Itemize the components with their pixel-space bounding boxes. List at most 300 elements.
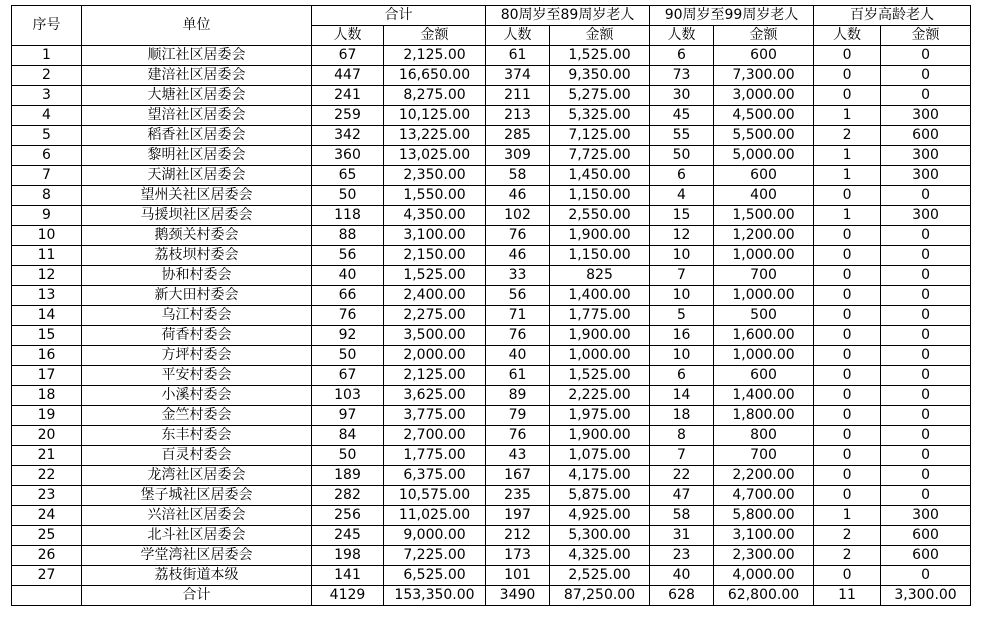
cell-100-amount: 300 — [881, 206, 971, 226]
cell-80-count: 3490 — [486, 586, 550, 606]
cell-100-count: 0 — [814, 346, 881, 366]
cell-90-count: 628 — [650, 586, 714, 606]
cell-seq: 24 — [12, 506, 82, 526]
cell-total-count: 50 — [312, 186, 384, 206]
cell-90-amount: 700 — [714, 266, 814, 286]
header-count: 人数 — [650, 26, 714, 46]
cell-total-count: 67 — [312, 366, 384, 386]
cell-100-count: 0 — [814, 326, 881, 346]
table-row — [12, 406, 971, 426]
cell-80-amount: 5,275.00 — [550, 86, 650, 106]
cell-total-count: 118 — [312, 206, 384, 226]
cell-unit: 堡子城社区居委会 — [82, 486, 312, 506]
cell-80-count: 167 — [486, 466, 550, 486]
header-group-100: 百岁高龄老人 — [814, 6, 971, 26]
table-row — [12, 306, 971, 326]
table-row — [12, 206, 971, 226]
cell-90-count: 30 — [650, 86, 714, 106]
table-row — [12, 146, 971, 166]
cell-unit: 建涪社区居委会 — [82, 66, 312, 86]
table-row — [12, 446, 971, 466]
cell-total-count: 241 — [312, 86, 384, 106]
cell-total-amount: 9,000.00 — [384, 526, 486, 546]
cell-100-amount: 600 — [881, 526, 971, 546]
cell-100-amount: 600 — [881, 546, 971, 566]
cell-total-amount: 2,150.00 — [384, 246, 486, 266]
cell-unit: 荔枝街道本级 — [82, 566, 312, 586]
cell-100-amount: 0 — [881, 186, 971, 206]
header-amount: 金额 — [550, 26, 650, 46]
cell-90-count: 7 — [650, 266, 714, 286]
cell-80-count: 46 — [486, 246, 550, 266]
cell-90-amount: 2,200.00 — [714, 466, 814, 486]
cell-80-amount: 5,300.00 — [550, 526, 650, 546]
cell-90-count: 7 — [650, 446, 714, 466]
cell-90-count: 23 — [650, 546, 714, 566]
header-group-total: 合计 — [312, 6, 486, 26]
cell-80-amount: 1,000.00 — [550, 346, 650, 366]
cell-total-count: 88 — [312, 226, 384, 246]
cell-total-count: 256 — [312, 506, 384, 526]
cell-total-count: 103 — [312, 386, 384, 406]
table-row — [12, 366, 971, 386]
cell-90-amount: 1,500.00 — [714, 206, 814, 226]
cell-80-amount: 5,875.00 — [550, 486, 650, 506]
cell-total-count: 50 — [312, 346, 384, 366]
cell-total-count: 65 — [312, 166, 384, 186]
cell-90-amount: 1,400.00 — [714, 386, 814, 406]
cell-90-amount: 1,600.00 — [714, 326, 814, 346]
cell-90-count: 4 — [650, 186, 714, 206]
cell-80-amount: 1,525.00 — [550, 46, 650, 66]
cell-80-amount: 2,550.00 — [550, 206, 650, 226]
cell-100-count: 2 — [814, 126, 881, 146]
header-group-90-99: 90周岁至99周岁老人 — [650, 6, 814, 26]
header-row-groups — [12, 6, 971, 26]
cell-80-amount: 825 — [550, 266, 650, 286]
cell-total-amount: 1,550.00 — [384, 186, 486, 206]
cell-80-count: 101 — [486, 566, 550, 586]
cell-unit: 兴涪社区居委会 — [82, 506, 312, 526]
cell-90-count: 55 — [650, 126, 714, 146]
cell-80-count: 212 — [486, 526, 550, 546]
cell-90-count: 45 — [650, 106, 714, 126]
header-seq: 序号 — [12, 6, 82, 46]
cell-total-amount: 3,500.00 — [384, 326, 486, 346]
table-row — [12, 46, 971, 66]
cell-seq: 11 — [12, 246, 82, 266]
cell-seq: 10 — [12, 226, 82, 246]
cell-80-amount: 2,525.00 — [550, 566, 650, 586]
cell-total-amount: 2,125.00 — [384, 366, 486, 386]
cell-unit: 新大田村委会 — [82, 286, 312, 306]
cell-100-amount: 0 — [881, 286, 971, 306]
cell-100-amount: 300 — [881, 106, 971, 126]
cell-90-count: 58 — [650, 506, 714, 526]
cell-90-count: 6 — [650, 366, 714, 386]
cell-90-amount: 5,500.00 — [714, 126, 814, 146]
cell-90-count: 50 — [650, 146, 714, 166]
cell-80-count: 309 — [486, 146, 550, 166]
table-row — [12, 186, 971, 206]
cell-100-count: 0 — [814, 86, 881, 106]
cell-90-count: 6 — [650, 46, 714, 66]
cell-unit: 稻香社区居委会 — [82, 126, 312, 146]
cell-90-amount: 400 — [714, 186, 814, 206]
header-unit: 单位 — [82, 6, 312, 46]
cell-total-count: 259 — [312, 106, 384, 126]
table-row — [12, 346, 971, 366]
cell-seq: 15 — [12, 326, 82, 346]
cell-100-count: 0 — [814, 366, 881, 386]
cell-seq: 13 — [12, 286, 82, 306]
cell-80-amount: 7,725.00 — [550, 146, 650, 166]
cell-100-amount: 0 — [881, 406, 971, 426]
cell-total-amount: 3,775.00 — [384, 406, 486, 426]
table-container — [11, 5, 971, 606]
cell-100-count: 0 — [814, 466, 881, 486]
table-header — [12, 6, 971, 46]
cell-100-count: 1 — [814, 206, 881, 226]
cell-80-count: 76 — [486, 326, 550, 346]
elderly-subsidy-table — [11, 5, 971, 606]
cell-100-count: 0 — [814, 266, 881, 286]
cell-80-amount: 1,900.00 — [550, 226, 650, 246]
cell-100-amount: 0 — [881, 326, 971, 346]
cell-90-count: 73 — [650, 66, 714, 86]
cell-90-count: 10 — [650, 246, 714, 266]
table-body — [12, 46, 971, 606]
cell-unit: 荷香村委会 — [82, 326, 312, 346]
cell-100-amount: 0 — [881, 246, 971, 266]
cell-80-count: 235 — [486, 486, 550, 506]
cell-80-count: 211 — [486, 86, 550, 106]
cell-80-count: 56 — [486, 286, 550, 306]
cell-seq: 21 — [12, 446, 82, 466]
cell-unit: 小溪村委会 — [82, 386, 312, 406]
table-row — [12, 386, 971, 406]
cell-100-count: 1 — [814, 166, 881, 186]
cell-seq: 2 — [12, 66, 82, 86]
cell-90-amount: 5,800.00 — [714, 506, 814, 526]
cell-90-count: 18 — [650, 406, 714, 426]
cell-total-count: 189 — [312, 466, 384, 486]
cell-seq: 12 — [12, 266, 82, 286]
cell-80-amount: 1,150.00 — [550, 246, 650, 266]
cell-100-amount: 300 — [881, 506, 971, 526]
cell-100-count: 0 — [814, 286, 881, 306]
cell-80-count: 89 — [486, 386, 550, 406]
table-row — [12, 166, 971, 186]
cell-100-amount: 0 — [881, 346, 971, 366]
cell-100-amount: 300 — [881, 146, 971, 166]
cell-total-amount: 3,100.00 — [384, 226, 486, 246]
header-count: 人数 — [486, 26, 550, 46]
cell-80-amount: 1,900.00 — [550, 326, 650, 346]
cell-100-count: 1 — [814, 146, 881, 166]
cell-80-count: 58 — [486, 166, 550, 186]
cell-unit: 望州关社区居委会 — [82, 186, 312, 206]
table-row — [12, 326, 971, 346]
cell-total-count: 66 — [312, 286, 384, 306]
cell-100-amount: 0 — [881, 226, 971, 246]
cell-unit: 黎明社区居委会 — [82, 146, 312, 166]
cell-seq: 17 — [12, 366, 82, 386]
cell-total-amount: 2,000.00 — [384, 346, 486, 366]
cell-unit: 北斗社区居委会 — [82, 526, 312, 546]
cell-100-amount: 3,300.00 — [881, 586, 971, 606]
cell-80-amount: 1,775.00 — [550, 306, 650, 326]
header-count: 人数 — [814, 26, 881, 46]
cell-80-count: 43 — [486, 446, 550, 466]
cell-80-amount: 4,325.00 — [550, 546, 650, 566]
table-row — [12, 126, 971, 146]
cell-100-amount: 300 — [881, 166, 971, 186]
cell-80-count: 76 — [486, 226, 550, 246]
cell-90-amount: 800 — [714, 426, 814, 446]
cell-total-count: 4129 — [312, 586, 384, 606]
cell-total-amount: 4,350.00 — [384, 206, 486, 226]
cell-90-count: 8 — [650, 426, 714, 446]
cell-seq: 16 — [12, 346, 82, 366]
cell-100-amount: 0 — [881, 86, 971, 106]
cell-seq: 27 — [12, 566, 82, 586]
cell-80-amount: 1,900.00 — [550, 426, 650, 446]
cell-100-count: 2 — [814, 526, 881, 546]
cell-100-count: 0 — [814, 486, 881, 506]
cell-seq: 7 — [12, 166, 82, 186]
cell-90-count: 10 — [650, 286, 714, 306]
cell-80-amount: 87,250.00 — [550, 586, 650, 606]
cell-unit: 方坪村委会 — [82, 346, 312, 366]
cell-80-count: 71 — [486, 306, 550, 326]
cell-80-amount: 9,350.00 — [550, 66, 650, 86]
cell-total-amount: 10,575.00 — [384, 486, 486, 506]
cell-90-amount: 2,300.00 — [714, 546, 814, 566]
cell-seq: 1 — [12, 46, 82, 66]
cell-total-amount: 2,350.00 — [384, 166, 486, 186]
cell-80-count: 197 — [486, 506, 550, 526]
cell-90-amount: 1,000.00 — [714, 346, 814, 366]
cell-80-count: 79 — [486, 406, 550, 426]
cell-seq: 9 — [12, 206, 82, 226]
cell-total-count: 360 — [312, 146, 384, 166]
cell-unit: 鹅颈关村委会 — [82, 226, 312, 246]
cell-total-amount: 13,225.00 — [384, 126, 486, 146]
cell-unit: 马援坝社区居委会 — [82, 206, 312, 226]
cell-total-amount: 1,775.00 — [384, 446, 486, 466]
cell-80-count: 76 — [486, 426, 550, 446]
cell-total-count: 141 — [312, 566, 384, 586]
cell-100-amount: 0 — [881, 446, 971, 466]
cell-unit: 荔枝坝村委会 — [82, 246, 312, 266]
table-row — [12, 546, 971, 566]
cell-seq: 6 — [12, 146, 82, 166]
cell-total-amount: 2,125.00 — [384, 46, 486, 66]
header-amount: 金额 — [384, 26, 486, 46]
table-row-total — [12, 586, 971, 606]
cell-100-count: 2 — [814, 546, 881, 566]
cell-seq: 5 — [12, 126, 82, 146]
cell-seq: 8 — [12, 186, 82, 206]
cell-80-amount: 1,400.00 — [550, 286, 650, 306]
table-row — [12, 266, 971, 286]
header-count: 人数 — [312, 26, 384, 46]
table-row — [12, 486, 971, 506]
table-row — [12, 106, 971, 126]
cell-100-count: 0 — [814, 386, 881, 406]
cell-90-amount: 4,700.00 — [714, 486, 814, 506]
cell-90-count: 6 — [650, 166, 714, 186]
cell-90-amount: 3,000.00 — [714, 86, 814, 106]
cell-unit: 东丰村委会 — [82, 426, 312, 446]
cell-unit: 平安村委会 — [82, 366, 312, 386]
cell-total-amount: 7,225.00 — [384, 546, 486, 566]
cell-total-amount: 6,525.00 — [384, 566, 486, 586]
cell-90-count: 31 — [650, 526, 714, 546]
cell-total-amount: 153,350.00 — [384, 586, 486, 606]
cell-100-count: 0 — [814, 566, 881, 586]
cell-total-count: 84 — [312, 426, 384, 446]
cell-100-count: 0 — [814, 446, 881, 466]
cell-100-count: 0 — [814, 406, 881, 426]
cell-100-count: 0 — [814, 426, 881, 446]
cell-90-amount: 1,000.00 — [714, 246, 814, 266]
table-row — [12, 426, 971, 446]
table-row — [12, 506, 971, 526]
cell-90-amount: 700 — [714, 446, 814, 466]
cell-90-amount: 1,200.00 — [714, 226, 814, 246]
cell-100-amount: 0 — [881, 386, 971, 406]
cell-80-count: 285 — [486, 126, 550, 146]
cell-90-amount: 5,000.00 — [714, 146, 814, 166]
cell-100-amount: 600 — [881, 126, 971, 146]
cell-90-amount: 3,100.00 — [714, 526, 814, 546]
cell-total-count: 50 — [312, 446, 384, 466]
cell-seq: 3 — [12, 86, 82, 106]
cell-total-count: 40 — [312, 266, 384, 286]
cell-100-count: 1 — [814, 106, 881, 126]
cell-seq: 23 — [12, 486, 82, 506]
cell-90-amount: 4,000.00 — [714, 566, 814, 586]
cell-100-count: 11 — [814, 586, 881, 606]
cell-unit: 合计 — [82, 586, 312, 606]
cell-80-amount: 1,975.00 — [550, 406, 650, 426]
cell-seq: 20 — [12, 426, 82, 446]
cell-90-count: 5 — [650, 306, 714, 326]
cell-seq: 25 — [12, 526, 82, 546]
cell-unit: 龙湾社区居委会 — [82, 466, 312, 486]
cell-90-amount: 600 — [714, 366, 814, 386]
cell-total-amount: 1,525.00 — [384, 266, 486, 286]
cell-total-count: 282 — [312, 486, 384, 506]
cell-80-count: 102 — [486, 206, 550, 226]
cell-total-count: 92 — [312, 326, 384, 346]
cell-80-count: 46 — [486, 186, 550, 206]
cell-total-count: 342 — [312, 126, 384, 146]
cell-80-amount: 2,225.00 — [550, 386, 650, 406]
cell-unit: 望涪社区居委会 — [82, 106, 312, 126]
cell-100-count: 1 — [814, 506, 881, 526]
cell-total-amount: 10,125.00 — [384, 106, 486, 126]
cell-90-count: 15 — [650, 206, 714, 226]
cell-unit: 乌江村委会 — [82, 306, 312, 326]
cell-total-amount: 11,025.00 — [384, 506, 486, 526]
cell-seq: 26 — [12, 546, 82, 566]
cell-80-amount: 1,075.00 — [550, 446, 650, 466]
cell-unit: 协和村委会 — [82, 266, 312, 286]
cell-total-amount: 6,375.00 — [384, 466, 486, 486]
cell-80-amount: 7,125.00 — [550, 126, 650, 146]
cell-total-amount: 2,275.00 — [384, 306, 486, 326]
cell-total-count: 97 — [312, 406, 384, 426]
cell-90-count: 16 — [650, 326, 714, 346]
cell-total-count: 245 — [312, 526, 384, 546]
cell-unit: 百灵村委会 — [82, 446, 312, 466]
cell-total-count: 447 — [312, 66, 384, 86]
table-row — [12, 66, 971, 86]
cell-80-count: 173 — [486, 546, 550, 566]
cell-100-amount: 0 — [881, 466, 971, 486]
cell-total-amount: 3,625.00 — [384, 386, 486, 406]
cell-unit: 顺江社区居委会 — [82, 46, 312, 66]
cell-seq: 19 — [12, 406, 82, 426]
cell-90-amount: 600 — [714, 166, 814, 186]
table-row — [12, 86, 971, 106]
cell-total-amount: 13,025.00 — [384, 146, 486, 166]
cell-90-count: 14 — [650, 386, 714, 406]
cell-seq: 4 — [12, 106, 82, 126]
table-row — [12, 226, 971, 246]
cell-80-count: 374 — [486, 66, 550, 86]
cell-90-amount: 1,000.00 — [714, 286, 814, 306]
cell-unit: 天湖社区居委会 — [82, 166, 312, 186]
cell-90-count: 47 — [650, 486, 714, 506]
cell-80-count: 33 — [486, 266, 550, 286]
cell-90-amount: 7,300.00 — [714, 66, 814, 86]
cell-90-amount: 1,800.00 — [714, 406, 814, 426]
cell-80-amount: 1,525.00 — [550, 366, 650, 386]
cell-80-amount: 5,325.00 — [550, 106, 650, 126]
cell-total-amount: 8,275.00 — [384, 86, 486, 106]
cell-80-amount: 4,925.00 — [550, 506, 650, 526]
cell-90-amount: 4,500.00 — [714, 106, 814, 126]
cell-total-amount: 2,400.00 — [384, 286, 486, 306]
cell-100-count: 0 — [814, 306, 881, 326]
cell-total-count: 56 — [312, 246, 384, 266]
cell-100-amount: 0 — [881, 566, 971, 586]
cell-80-count: 213 — [486, 106, 550, 126]
cell-90-count: 40 — [650, 566, 714, 586]
cell-100-count: 0 — [814, 246, 881, 266]
table-row — [12, 246, 971, 266]
cell-100-amount: 0 — [881, 306, 971, 326]
cell-80-count: 61 — [486, 46, 550, 66]
cell-100-amount: 0 — [881, 46, 971, 66]
cell-100-amount: 0 — [881, 66, 971, 86]
cell-90-count: 22 — [650, 466, 714, 486]
cell-total-count: 198 — [312, 546, 384, 566]
header-amount: 金额 — [714, 26, 814, 46]
cell-100-amount: 0 — [881, 426, 971, 446]
cell-80-amount: 4,175.00 — [550, 466, 650, 486]
cell-100-count: 0 — [814, 226, 881, 246]
cell-total-amount: 16,650.00 — [384, 66, 486, 86]
cell-100-count: 0 — [814, 46, 881, 66]
cell-90-count: 12 — [650, 226, 714, 246]
cell-90-amount: 600 — [714, 46, 814, 66]
cell-100-count: 0 — [814, 186, 881, 206]
